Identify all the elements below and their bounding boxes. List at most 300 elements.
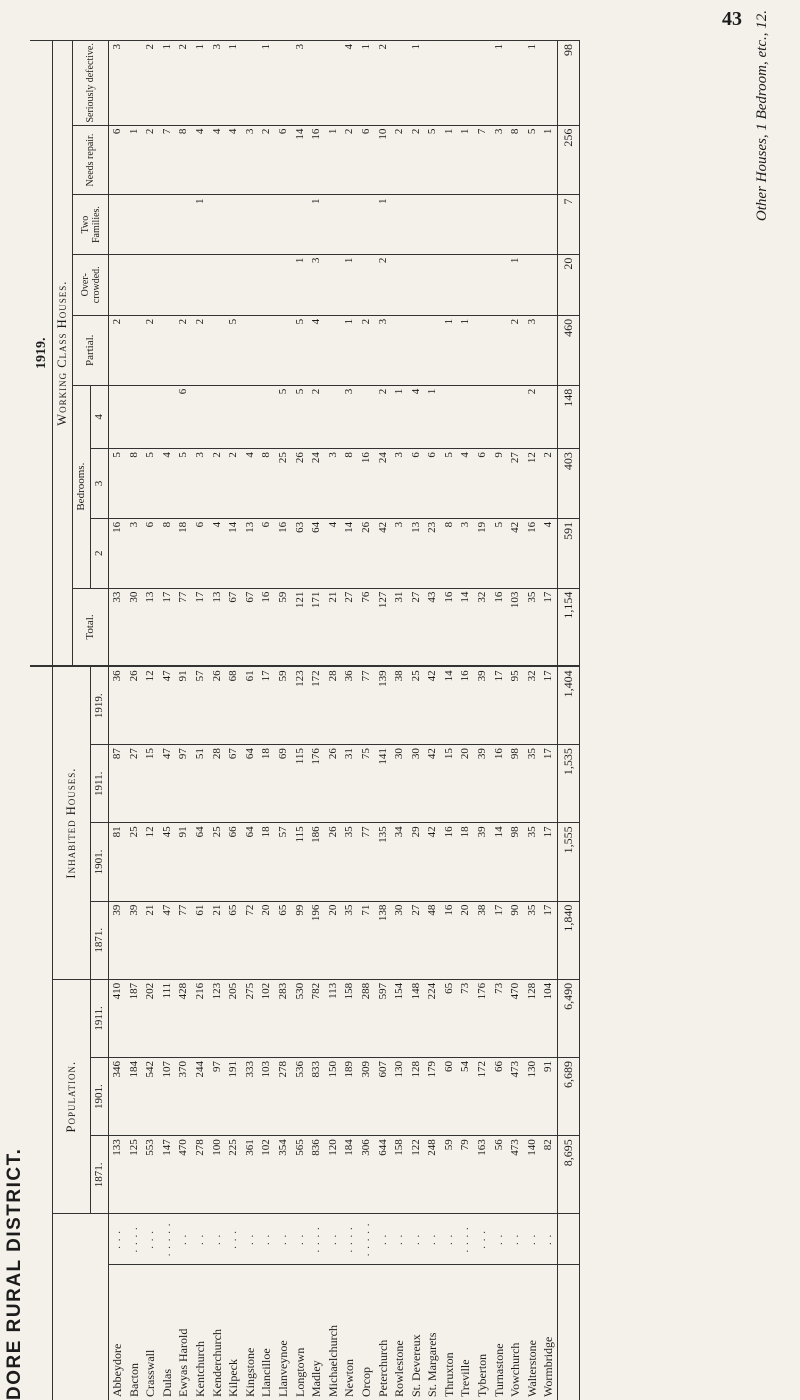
total-p1871: 8,695 xyxy=(558,1136,580,1214)
cell-p1911: 65 xyxy=(441,979,458,1057)
total-header: Total. xyxy=(73,588,109,666)
cell-overcrowded: 1 xyxy=(341,254,358,315)
cell-p1871: 306 xyxy=(358,1136,375,1214)
cell-h1919: 139 xyxy=(375,666,392,744)
cell-two-families xyxy=(474,195,491,254)
cell-needs-repair: 6 xyxy=(109,125,126,195)
cell-p1871: 147 xyxy=(159,1136,176,1214)
cell-h1911: 30 xyxy=(408,745,425,823)
cell-p1901: 473 xyxy=(507,1058,524,1136)
table-row xyxy=(109,41,126,1400)
cell-two-families xyxy=(540,195,557,254)
cell-overcrowded xyxy=(175,254,192,315)
houses-year-1871: 1871. xyxy=(91,901,109,979)
table-row xyxy=(225,41,242,1400)
cell-p1901: 60 xyxy=(441,1058,458,1136)
cell-h1901: 45 xyxy=(159,823,176,901)
cell-b3: 4 xyxy=(159,449,176,519)
cell-h1871: 17 xyxy=(491,901,508,979)
cell-dots: . . xyxy=(192,1214,209,1265)
cell-defective xyxy=(391,41,408,126)
cell-p1871: 59 xyxy=(441,1136,458,1214)
cell-parish: Tyberton xyxy=(474,1265,491,1400)
bedrooms-header: Bedrooms. xyxy=(73,385,91,588)
totals-blank xyxy=(558,1214,580,1265)
cell-b2: 23 xyxy=(424,518,441,588)
cell-needs-repair: 2 xyxy=(391,125,408,195)
cell-b4 xyxy=(242,385,259,448)
cell-h1919: 39 xyxy=(474,666,491,744)
cell-p1871: 354 xyxy=(275,1136,292,1214)
cell-overcrowded xyxy=(540,254,557,315)
population-year-1901: 1901. xyxy=(91,1058,109,1136)
cell-total: 16 xyxy=(258,588,275,666)
cell-p1901: 91 xyxy=(540,1058,557,1136)
cell-p1871: 473 xyxy=(507,1136,524,1214)
cell-h1901: 115 xyxy=(292,823,309,901)
table-row xyxy=(159,41,176,1400)
cell-b3: 3 xyxy=(192,449,209,519)
cell-b4 xyxy=(192,385,209,448)
cell-b4: 1 xyxy=(391,385,408,448)
cell-total: 27 xyxy=(408,588,425,666)
cell-p1911: 102 xyxy=(258,979,275,1057)
table-row xyxy=(491,41,508,1400)
cell-p1911: 104 xyxy=(540,979,557,1057)
cell-p1901: 370 xyxy=(175,1058,192,1136)
cell-parish: Abbeydore xyxy=(109,1265,126,1400)
cell-h1911: 51 xyxy=(192,745,209,823)
cell-h1901: 66 xyxy=(225,823,242,901)
cell-needs-repair: 1 xyxy=(540,125,557,195)
cell-overcrowded xyxy=(457,254,474,315)
cell-b3: 5 xyxy=(441,449,458,519)
cell-b3: 4 xyxy=(242,449,259,519)
cell-h1911: 69 xyxy=(275,745,292,823)
cell-defective: 1 xyxy=(358,41,375,126)
cell-p1911: 73 xyxy=(491,979,508,1057)
cell-parish: Llancilloe xyxy=(258,1265,275,1400)
table-row xyxy=(358,41,375,1400)
cell-p1911: 187 xyxy=(126,979,143,1057)
table-row xyxy=(292,41,309,1400)
cell-p1901: 128 xyxy=(408,1058,425,1136)
cell-h1919: 68 xyxy=(225,666,242,744)
cell-needs-repair: 1 xyxy=(325,125,342,195)
cell-b2: 4 xyxy=(325,518,342,588)
cell-overcrowded xyxy=(192,254,209,315)
cell-defective: 3 xyxy=(292,41,309,126)
cell-two-families xyxy=(358,195,375,254)
table-row xyxy=(308,41,325,1400)
cell-b4: 2 xyxy=(524,385,541,448)
cell-p1871: 470 xyxy=(175,1136,192,1214)
cell-defective xyxy=(540,41,557,126)
cell-dots: . . xyxy=(524,1214,541,1265)
cell-h1901: 16 xyxy=(441,823,458,901)
two-families-header: Two Families. xyxy=(73,195,109,254)
cell-p1901: 150 xyxy=(325,1058,342,1136)
cell-total: 17 xyxy=(540,588,557,666)
cell-h1871: 39 xyxy=(109,901,126,979)
cell-total: 14 xyxy=(457,588,474,666)
cell-h1919: 38 xyxy=(391,666,408,744)
cell-b4 xyxy=(358,385,375,448)
cell-needs-repair: 3 xyxy=(491,125,508,195)
seriously-defective-header: Seriously defective. xyxy=(73,41,109,126)
cell-overcrowded xyxy=(474,254,491,315)
cell-h1901: 35 xyxy=(341,823,358,901)
cell-total: 77 xyxy=(175,588,192,666)
total-h1919: 1,404 xyxy=(558,666,580,744)
cell-h1911: 42 xyxy=(424,745,441,823)
cell-p1871: 644 xyxy=(375,1136,392,1214)
cell-p1911: 158 xyxy=(341,979,358,1057)
cell-overcrowded xyxy=(325,254,342,315)
houses-year-1919: 1919. xyxy=(91,666,109,744)
cell-p1871: 248 xyxy=(424,1136,441,1214)
cell-defective xyxy=(474,41,491,126)
cell-two-families: 1 xyxy=(192,195,209,254)
cell-total: 32 xyxy=(474,588,491,666)
cell-h1901: 57 xyxy=(275,823,292,901)
page-number: 43 xyxy=(722,8,742,30)
cell-parish: Treville xyxy=(457,1265,474,1400)
cell-b4 xyxy=(457,385,474,448)
cell-total: 31 xyxy=(391,588,408,666)
cell-parish: Kenderchurch xyxy=(209,1265,226,1400)
cell-defective xyxy=(457,41,474,126)
cell-b4: 2 xyxy=(308,385,325,448)
cell-total: 43 xyxy=(424,588,441,666)
cell-p1871: 125 xyxy=(126,1136,143,1214)
cell-h1919: 17 xyxy=(491,666,508,744)
cell-p1911: 275 xyxy=(242,979,259,1057)
cell-h1901: 186 xyxy=(308,823,325,901)
cell-dots: . . xyxy=(491,1214,508,1265)
cell-defective: 2 xyxy=(375,41,392,126)
cell-h1901: 18 xyxy=(457,823,474,901)
cell-p1871: 158 xyxy=(391,1136,408,1214)
cell-b2: 14 xyxy=(341,518,358,588)
cell-h1901: 17 xyxy=(540,823,557,901)
table-row xyxy=(408,41,425,1400)
cell-partial: 2 xyxy=(109,315,126,385)
cell-h1919: 77 xyxy=(358,666,375,744)
cell-h1871: 30 xyxy=(391,901,408,979)
cell-partial: 2 xyxy=(507,315,524,385)
cell-partial: 1 xyxy=(341,315,358,385)
cell-h1871: 35 xyxy=(524,901,541,979)
cell-defective xyxy=(126,41,143,126)
cell-p1871: 163 xyxy=(474,1136,491,1214)
cell-b2: 13 xyxy=(408,518,425,588)
cell-total: 67 xyxy=(225,588,242,666)
cell-h1911: 97 xyxy=(175,745,192,823)
cell-defective: 2 xyxy=(175,41,192,126)
cell-overcrowded xyxy=(358,254,375,315)
cell-b2: 6 xyxy=(258,518,275,588)
table-row xyxy=(540,41,557,1400)
cell-h1901: 25 xyxy=(209,823,226,901)
cell-p1911: 202 xyxy=(142,979,159,1057)
total-b3: 403 xyxy=(558,449,580,519)
cell-b2: 3 xyxy=(457,518,474,588)
cell-p1871: 553 xyxy=(142,1136,159,1214)
cell-h1919: 28 xyxy=(325,666,342,744)
cell-partial xyxy=(325,315,342,385)
cell-p1901: 179 xyxy=(424,1058,441,1136)
cell-needs-repair: 2 xyxy=(142,125,159,195)
cell-p1901: 278 xyxy=(275,1058,292,1136)
cell-h1871: 99 xyxy=(292,901,309,979)
cell-b2: 3 xyxy=(126,518,143,588)
cell-partial xyxy=(424,315,441,385)
cell-partial xyxy=(242,315,259,385)
cell-dots: . . xyxy=(540,1214,557,1265)
cell-two-families: 1 xyxy=(375,195,392,254)
cell-total: 13 xyxy=(209,588,226,666)
cell-p1901: 107 xyxy=(159,1058,176,1136)
cell-needs-repair: 5 xyxy=(524,125,541,195)
cell-b3: 2 xyxy=(225,449,242,519)
table-row xyxy=(126,41,143,1400)
cell-p1871: 836 xyxy=(308,1136,325,1214)
cell-b2: 16 xyxy=(109,518,126,588)
cell-parish: Vowchurch xyxy=(507,1265,524,1400)
cell-p1901: 309 xyxy=(358,1058,375,1136)
cell-h1911: 26 xyxy=(325,745,342,823)
cell-parish: St. Devereux xyxy=(408,1265,425,1400)
cell-needs-repair: 5 xyxy=(424,125,441,195)
cell-overcrowded: 1 xyxy=(507,254,524,315)
cell-total: 171 xyxy=(308,588,325,666)
totals-blank xyxy=(558,1265,580,1400)
cell-defective: 3 xyxy=(109,41,126,126)
cell-h1911: 115 xyxy=(292,745,309,823)
cell-b3: 2 xyxy=(209,449,226,519)
table-row xyxy=(258,41,275,1400)
cell-h1919: 16 xyxy=(457,666,474,744)
cell-p1911: 288 xyxy=(358,979,375,1057)
cell-partial: 3 xyxy=(524,315,541,385)
cell-h1911: 98 xyxy=(507,745,524,823)
cell-b3: 6 xyxy=(424,449,441,519)
cell-two-families xyxy=(507,195,524,254)
cell-h1911: 15 xyxy=(142,745,159,823)
cell-h1901: 34 xyxy=(391,823,408,901)
cell-b2: 63 xyxy=(292,518,309,588)
cell-partial: 2 xyxy=(192,315,209,385)
cell-dots: . . . . xyxy=(341,1214,358,1265)
cell-h1919: 36 xyxy=(341,666,358,744)
cell-overcrowded xyxy=(524,254,541,315)
cell-b4 xyxy=(142,385,159,448)
cell-h1901: 98 xyxy=(507,823,524,901)
table-row xyxy=(341,41,358,1400)
table-row xyxy=(175,41,192,1400)
cell-h1919: 42 xyxy=(424,666,441,744)
cell-total: 59 xyxy=(275,588,292,666)
cell-partial xyxy=(491,315,508,385)
needs-repair-header: Needs repair. xyxy=(73,125,109,195)
cell-two-families xyxy=(491,195,508,254)
cell-h1919: 61 xyxy=(242,666,259,744)
cell-h1871: 90 xyxy=(507,901,524,979)
cell-h1911: 64 xyxy=(242,745,259,823)
cell-b3: 6 xyxy=(408,449,425,519)
cell-p1901: 103 xyxy=(258,1058,275,1136)
cell-p1871: 56 xyxy=(491,1136,508,1214)
cell-two-families xyxy=(109,195,126,254)
cell-b3: 5 xyxy=(109,449,126,519)
cell-p1871: 100 xyxy=(209,1136,226,1214)
cell-two-families xyxy=(126,195,143,254)
cell-b2: 16 xyxy=(524,518,541,588)
cell-b4 xyxy=(325,385,342,448)
cell-p1901: 189 xyxy=(341,1058,358,1136)
cell-defective: 1 xyxy=(192,41,209,126)
houses-year-1911: 1911. xyxy=(91,745,109,823)
cell-p1911: 428 xyxy=(175,979,192,1057)
cell-defective xyxy=(325,41,342,126)
cell-overcrowded xyxy=(126,254,143,315)
cell-needs-repair: 6 xyxy=(275,125,292,195)
cell-b3: 3 xyxy=(325,449,342,519)
cell-total: 27 xyxy=(341,588,358,666)
table-row xyxy=(325,41,342,1400)
cell-parish: Peterchurch xyxy=(375,1265,392,1400)
cell-defective xyxy=(308,41,325,126)
total-total: 1,154 xyxy=(558,588,580,666)
cell-b3: 4 xyxy=(457,449,474,519)
cell-partial xyxy=(474,315,491,385)
cell-parish: Kingstone xyxy=(242,1265,259,1400)
table-row xyxy=(524,41,541,1400)
cell-b4 xyxy=(441,385,458,448)
cell-b3: 12 xyxy=(524,449,541,519)
cell-p1871: 225 xyxy=(225,1136,242,1214)
cell-total: 21 xyxy=(325,588,342,666)
cell-b2: 8 xyxy=(441,518,458,588)
cell-defective: 1 xyxy=(408,41,425,126)
bedrooms-3-header: 3 xyxy=(91,449,109,519)
cell-h1901: 39 xyxy=(474,823,491,901)
cell-h1871: 196 xyxy=(308,901,325,979)
cell-defective: 1 xyxy=(524,41,541,126)
cell-h1871: 61 xyxy=(192,901,209,979)
cell-p1911: 530 xyxy=(292,979,309,1057)
cell-b4 xyxy=(507,385,524,448)
census-table xyxy=(30,40,580,1400)
population-year-1871: 1871. xyxy=(91,1136,109,1214)
cell-two-families xyxy=(209,195,226,254)
cell-dots: . . . xyxy=(474,1214,491,1265)
cell-h1901: 18 xyxy=(258,823,275,901)
cell-b4: 2 xyxy=(375,385,392,448)
cell-h1919: 25 xyxy=(408,666,425,744)
cell-b2: 42 xyxy=(507,518,524,588)
cell-h1871: 138 xyxy=(375,901,392,979)
cell-p1911: 128 xyxy=(524,979,541,1057)
cell-needs-repair: 3 xyxy=(242,125,259,195)
cell-needs-repair: 4 xyxy=(192,125,209,195)
overcrowded-header: Over-crowded. xyxy=(73,254,109,315)
cell-dots: . . xyxy=(242,1214,259,1265)
cell-dots: . . . . xyxy=(457,1214,474,1265)
cell-overcrowded xyxy=(275,254,292,315)
cell-b2: 64 xyxy=(308,518,325,588)
cell-needs-repair: 10 xyxy=(375,125,392,195)
cell-p1911: 154 xyxy=(391,979,408,1057)
cell-p1871: 79 xyxy=(457,1136,474,1214)
cell-p1871: 82 xyxy=(540,1136,557,1214)
cell-two-families xyxy=(242,195,259,254)
cell-needs-repair: 2 xyxy=(258,125,275,195)
cell-parish: Ewyas Harold xyxy=(175,1265,192,1400)
cell-overcrowded xyxy=(258,254,275,315)
cell-b3: 8 xyxy=(341,449,358,519)
total-overcrowded: 20 xyxy=(558,254,580,315)
cell-partial: 2 xyxy=(142,315,159,385)
total-b2: 591 xyxy=(558,518,580,588)
cell-b2: 19 xyxy=(474,518,491,588)
cell-two-families xyxy=(341,195,358,254)
cell-overcrowded xyxy=(491,254,508,315)
cell-overcrowded xyxy=(225,254,242,315)
cell-parish: Madley xyxy=(308,1265,325,1400)
cell-needs-repair: 1 xyxy=(457,125,474,195)
cell-h1901: 81 xyxy=(109,823,126,901)
cell-h1901: 64 xyxy=(192,823,209,901)
cell-h1901: 25 xyxy=(126,823,143,901)
table-body xyxy=(109,41,580,1400)
cell-b3: 5 xyxy=(175,449,192,519)
cell-h1919: 26 xyxy=(126,666,143,744)
cell-parish: Newton xyxy=(341,1265,358,1400)
parish-header-blank xyxy=(53,1214,109,1400)
cell-defective xyxy=(424,41,441,126)
cell-p1911: 113 xyxy=(325,979,342,1057)
cell-total: 17 xyxy=(159,588,176,666)
cell-p1871: 133 xyxy=(109,1136,126,1214)
cell-h1871: 16 xyxy=(441,901,458,979)
cell-total: 17 xyxy=(192,588,209,666)
table-row xyxy=(424,41,441,1400)
cell-total: 13 xyxy=(142,588,159,666)
cell-two-families xyxy=(325,195,342,254)
cell-partial xyxy=(159,315,176,385)
cell-dots: . . xyxy=(275,1214,292,1265)
cell-h1901: 12 xyxy=(142,823,159,901)
cell-overcrowded xyxy=(391,254,408,315)
cell-parish: Rowlestone xyxy=(391,1265,408,1400)
cell-b4 xyxy=(258,385,275,448)
cell-total: 33 xyxy=(109,588,126,666)
cell-b4: 5 xyxy=(292,385,309,448)
cell-overcrowded xyxy=(159,254,176,315)
cell-h1901: 14 xyxy=(491,823,508,901)
cell-needs-repair: 7 xyxy=(159,125,176,195)
cell-two-families xyxy=(258,195,275,254)
cell-p1901: 130 xyxy=(391,1058,408,1136)
cell-p1911: 123 xyxy=(209,979,226,1057)
cell-b2: 16 xyxy=(275,518,292,588)
cell-p1871: 565 xyxy=(292,1136,309,1214)
cell-h1871: 38 xyxy=(474,901,491,979)
cell-two-families xyxy=(159,195,176,254)
cell-b2: 13 xyxy=(242,518,259,588)
